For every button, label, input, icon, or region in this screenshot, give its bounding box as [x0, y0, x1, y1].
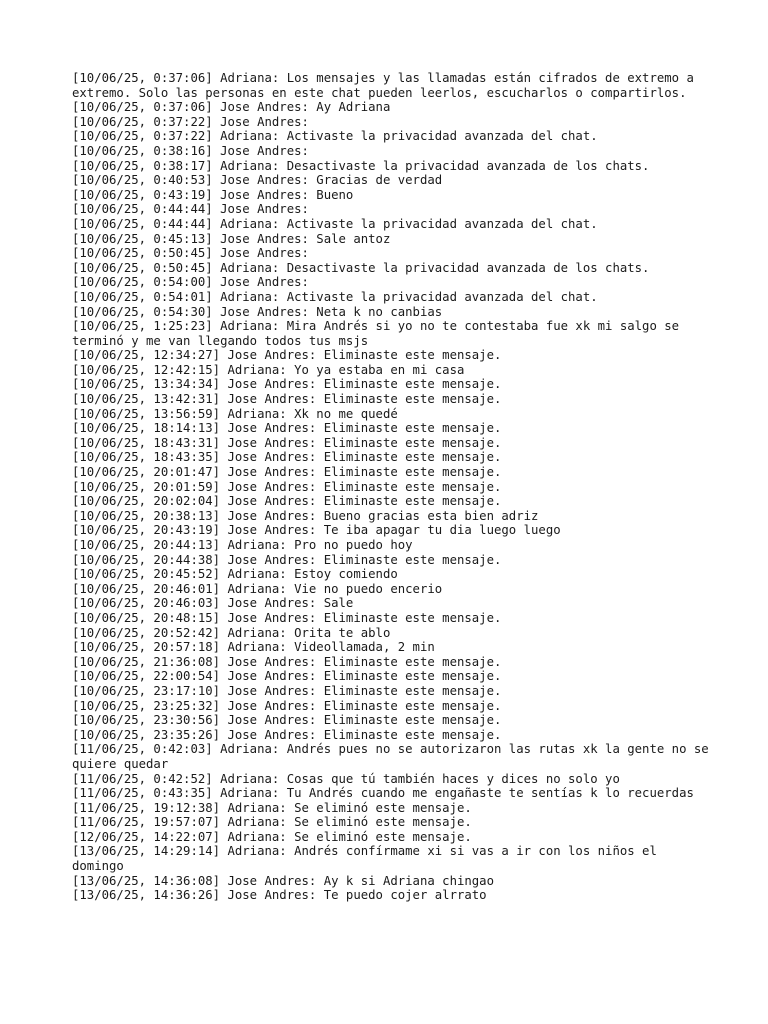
chat-line: [10/06/25, 23:35:26] Jose Andres: Eliminaste este mensaje.: [72, 727, 502, 742]
chat-line: [11/06/25, 0:42:03] Adriana: Andrés pues no se autorizaron las rutas xk la gente no se quiere quedar: [72, 742, 717, 771]
chat-line: [10/06/25, 13:34:34] Jose Andres: Eliminaste este mensaje.: [72, 377, 502, 392]
chat-line: [10/06/25, 0:37:06] Jose Andres: Ay Adriana: [72, 100, 391, 115]
chat-line: [10/06/25, 22:00:54] Jose Andres: Eliminaste este mensaje.: [72, 669, 502, 684]
chat-line: [10/06/25, 20:44:38] Jose Andres: Eliminaste este mensaje.: [72, 552, 502, 567]
chat-line: [10/06/25, 23:30:56] Jose Andres: Eliminaste este mensaje.: [72, 713, 502, 728]
chat-line: [10/06/25, 20:45:52] Adriana: Estoy comiendo: [72, 567, 398, 582]
chat-line: [10/06/25, 0:38:16] Jose Andres:: [72, 143, 309, 158]
chat-line: [10/06/25, 20:46:01] Adriana: Vie no puedo encerio: [72, 581, 443, 596]
chat-line: [10/06/25, 20:01:59] Jose Andres: Eliminaste este mensaje.: [72, 479, 502, 494]
chat-line: [12/06/25, 14:22:07] Adriana: Se eliminó este mensaje.: [72, 829, 472, 844]
chat-line: [13/06/25, 14:36:26] Jose Andres: Te puedo cojer alrrato: [72, 888, 487, 903]
chat-line: [10/06/25, 0:54:01] Adriana: Activaste la privacidad avanzada del chat.: [72, 289, 598, 304]
chat-line: [10/06/25, 13:56:59] Adriana: Xk no me quedé: [72, 406, 398, 421]
chat-line: [10/06/25, 18:43:35] Jose Andres: Eliminaste este mensaje.: [72, 450, 502, 465]
chat-line: [10/06/25, 0:38:17] Adriana: Desactivaste la privacidad avanzada de los chats.: [72, 158, 650, 173]
chat-line: [10/06/25, 0:37:22] Jose Andres:: [72, 114, 309, 129]
chat-line: [10/06/25, 23:17:10] Jose Andres: Eliminaste este mensaje.: [72, 683, 502, 698]
chat-line: [10/06/25, 20:38:13] Jose Andres: Bueno gracias esta bien adriz: [72, 508, 539, 523]
chat-line: [10/06/25, 20:48:15] Jose Andres: Eliminaste este mensaje.: [72, 610, 502, 625]
chat-line: [10/06/25, 20:57:18] Adriana: Videollamada, 2 min: [72, 640, 435, 655]
chat-line: [11/06/25, 0:42:52] Adriana: Cosas que tú también haces y dices no solo yo: [72, 771, 620, 786]
chat-transcript: [72, 71, 717, 903]
chat-line: [10/06/25, 20:01:47] Jose Andres: Eliminaste este mensaje.: [72, 465, 502, 480]
chat-line: [10/06/25, 0:45:13] Jose Andres: Sale antoz: [72, 231, 391, 246]
chat-line: [10/06/25, 0:37:22] Adriana: Activaste la privacidad avanzada del chat.: [72, 129, 598, 144]
chat-line: [10/06/25, 18:43:31] Jose Andres: Eliminaste este mensaje.: [72, 435, 502, 450]
chat-line: [10/06/25, 0:50:45] Jose Andres:: [72, 246, 309, 261]
chat-line: [10/06/25, 20:43:19] Jose Andres: Te iba apagar tu dia luego luego: [72, 523, 561, 538]
chat-line: [10/06/25, 20:44:13] Adriana: Pro no puedo hoy: [72, 538, 413, 552]
chat-line: [10/06/25, 21:36:08] Jose Andres: Eliminaste este mensaje.: [72, 654, 502, 669]
chat-line: [10/06/25, 20:02:04] Jose Andres: Eliminaste este mensaje.: [72, 494, 502, 509]
chat-line: [11/06/25, 19:12:38] Adriana: Se eliminó este mensaje.: [72, 800, 472, 815]
chat-line: [13/06/25, 14:36:08] Jose Andres: Ay k si Adriana chingao: [72, 873, 494, 888]
chat-line: [10/06/25, 0:54:00] Jose Andres:: [72, 275, 309, 290]
chat-line: [11/06/25, 19:57:07] Adriana: Se eliminó este mensaje.: [72, 815, 472, 830]
chat-line: [10/06/25, 0:54:30] Jose Andres: Neta k no canbias: [72, 304, 443, 319]
chat-line: [10/06/25, 0:50:45] Adriana: Desactivaste la privacidad avanzada de los chats.: [72, 260, 650, 275]
chat-line: [11/06/25, 0:43:35] Adriana: Tu Andrés cuando me engañaste te sentías k lo recuerdas: [72, 786, 694, 801]
chat-line: [13/06/25, 14:29:14] Adriana: Andrés confírmame xi si vas a ir con los niños el domingo: [72, 844, 665, 874]
chat-line: [10/06/25, 0:37:06] Adriana: Los mensajes y las llamadas están cifrados de extremo a extremo. Solo las personas en este chat pueden leerlos, escucharlos o compartirlos.: [72, 71, 702, 100]
chat-line: [10/06/25, 1:25:23] Adriana: Mira Andrés si yo no te contestaba fue xk mi salgo se terminó y me van llegando todos tus msjs: [72, 319, 687, 348]
chat-line: [10/06/25, 12:34:27] Jose Andres: Eliminaste este mensaje.: [72, 348, 502, 363]
chat-line: [10/06/25, 13:42:31] Jose Andres: Eliminaste este mensaje.: [72, 392, 502, 407]
chat-line: [10/06/25, 23:25:32] Jose Andres: Eliminaste este mensaje.: [72, 698, 502, 713]
chat-line: [10/06/25, 12:42:15] Adriana: Yo ya estaba en mi casa: [72, 362, 465, 377]
chat-line: [10/06/25, 20:46:03] Jose Andres: Sale: [72, 596, 354, 611]
chat-line: [10/06/25, 0:40:53] Jose Andres: Gracias de verdad: [72, 173, 443, 188]
chat-line: [10/06/25, 18:14:13] Jose Andres: Eliminaste este mensaje.: [72, 421, 502, 436]
chat-line: [10/06/25, 0:43:19] Jose Andres: Bueno: [72, 187, 354, 202]
chat-line: [10/06/25, 20:52:42] Adriana: Orita te ablo: [72, 625, 391, 640]
chat-line: [10/06/25, 0:44:44] Jose Andres:: [72, 202, 309, 217]
chat-line: [10/06/25, 0:44:44] Adriana: Activaste la privacidad avanzada del chat.: [72, 216, 598, 231]
